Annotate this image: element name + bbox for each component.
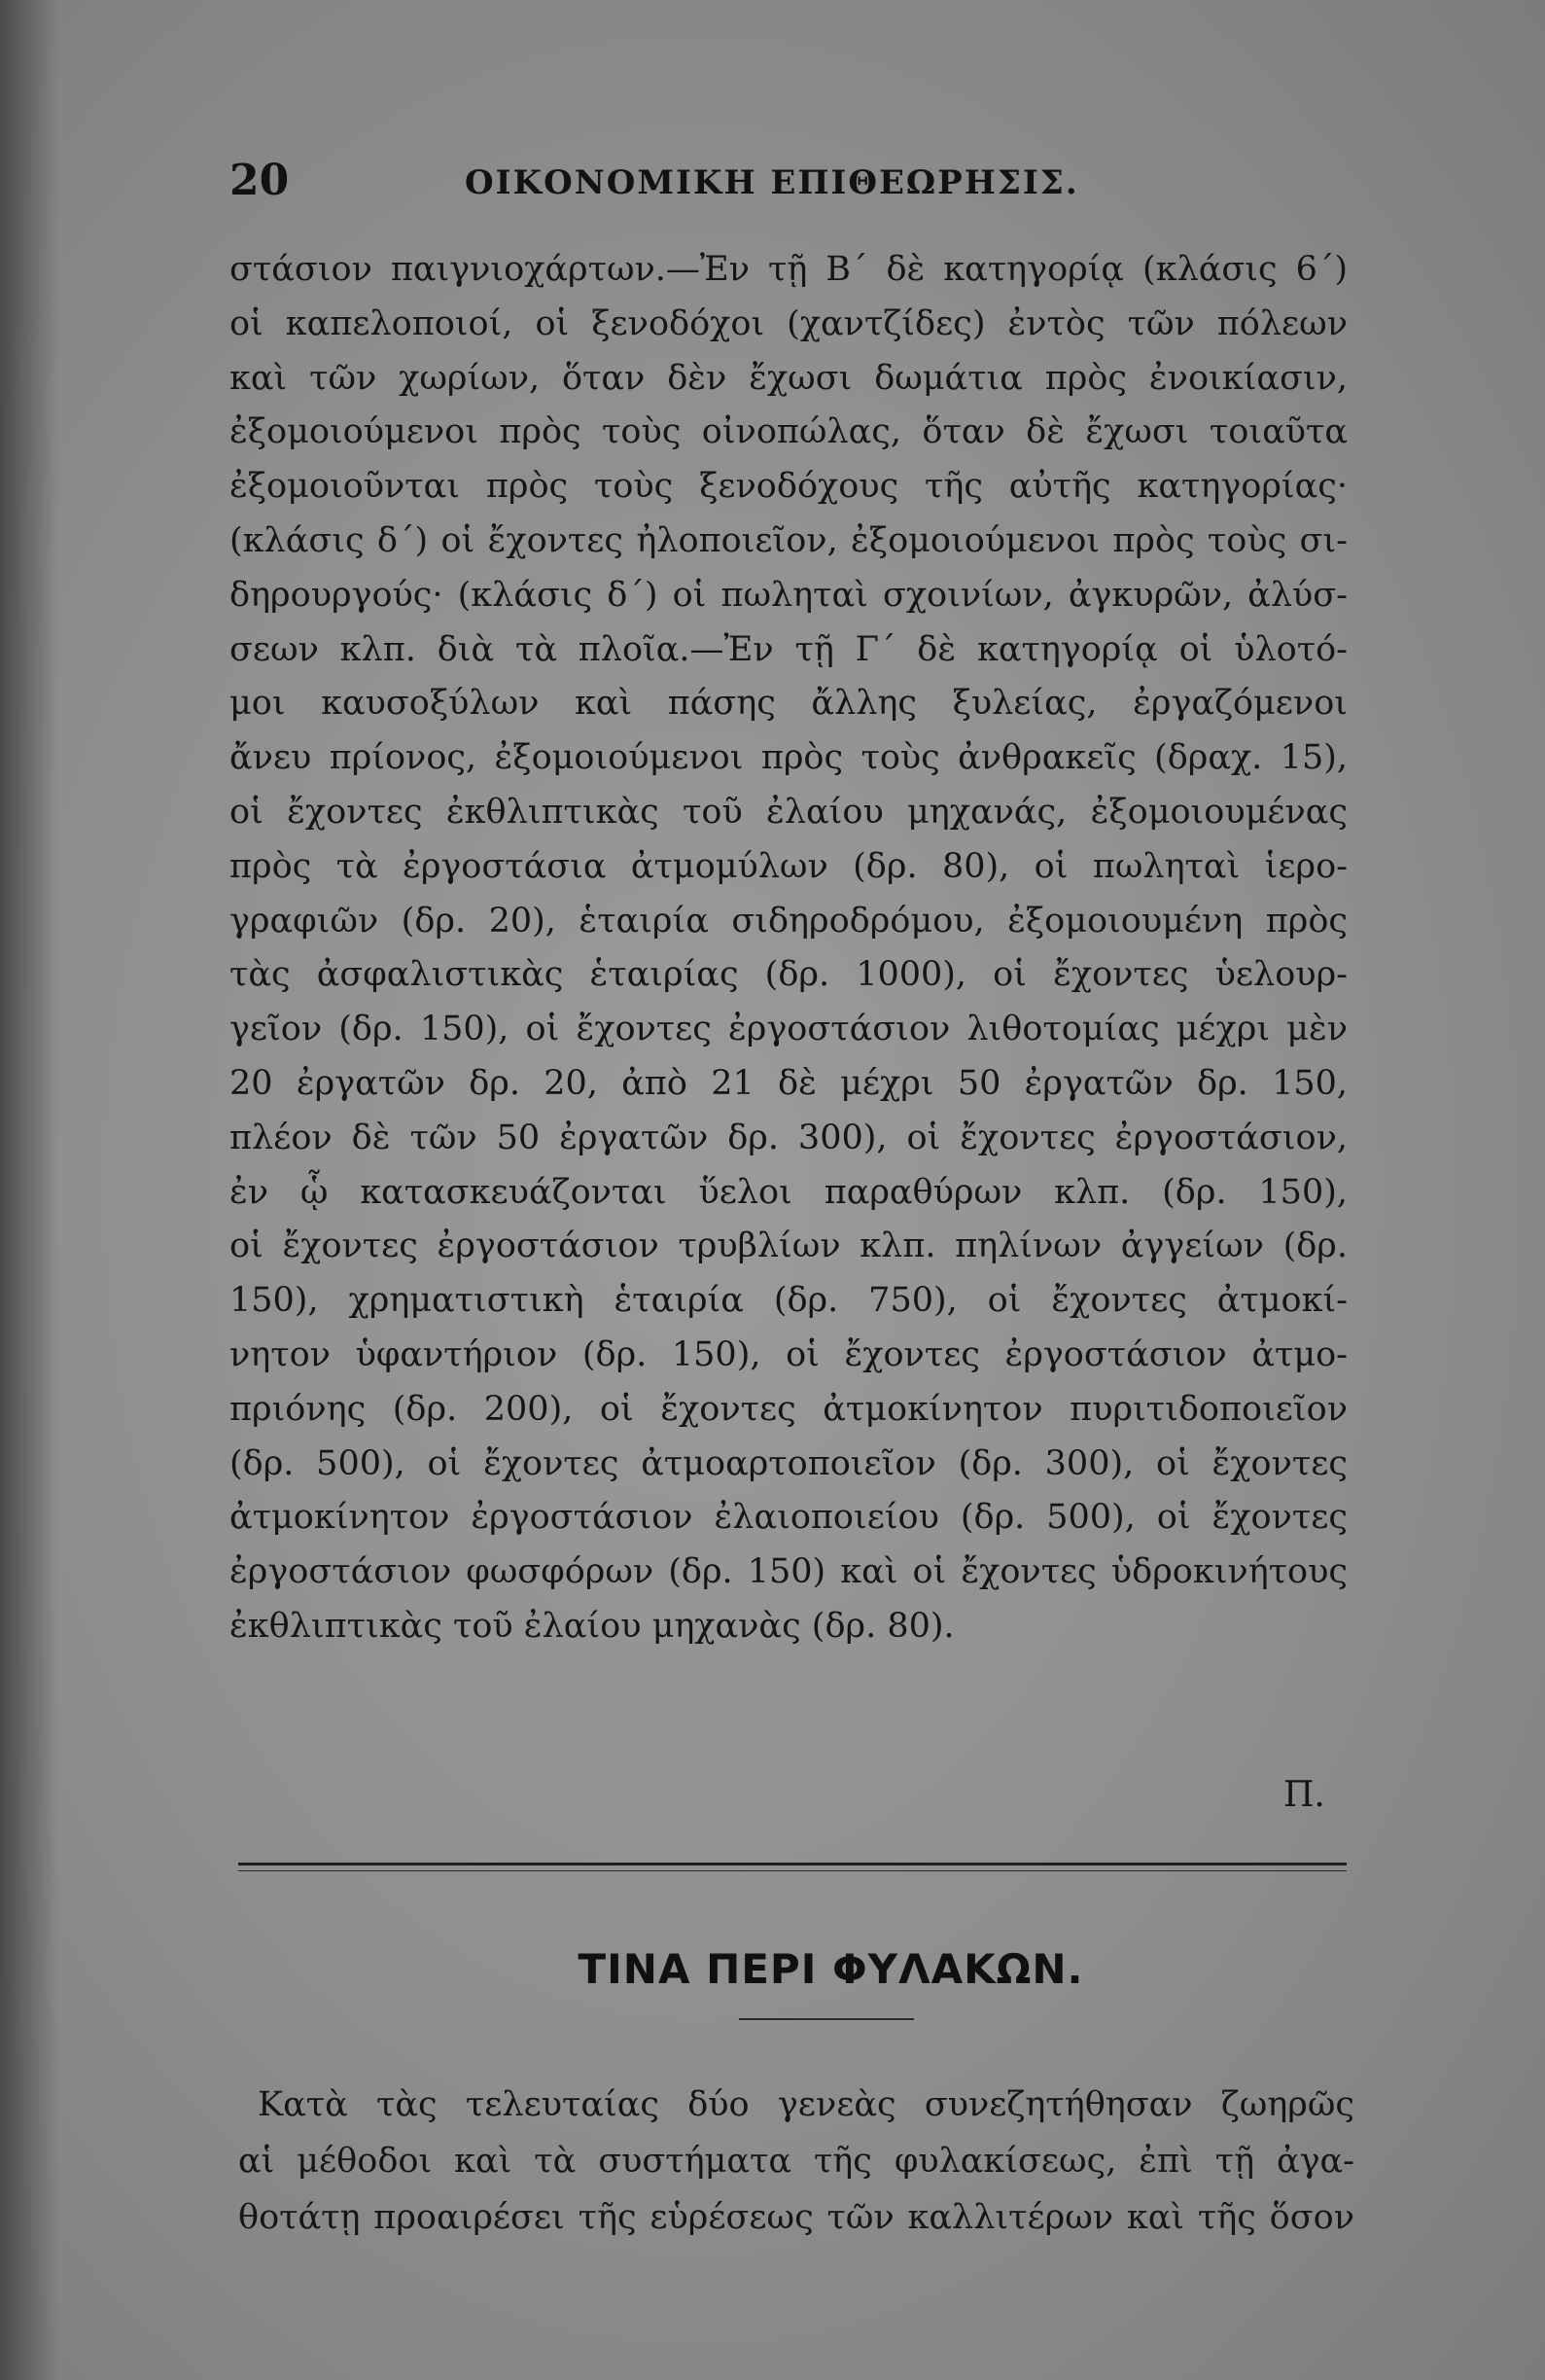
text-line: σεων κλπ. διὰ τὰ πλοῖα.—Ἐν τῇ Γ΄ δὲ κατηγορίᾳ οἱ ὑλοτό- [229,629,1348,669]
text-line: οἱ ἔχοντες ἐργοστάσιον τρυβλίων κλπ. πηλίνων ἀγγείων (δρ. [229,1226,1348,1266]
section-divider-thin [238,1870,1347,1871]
text-line: θοτάτῃ προαιρέσει τῆς εὑρέσεως τῶν καλλιτέρων καὶ τῆς ὅσον [238,2198,1354,2237]
page-shadow-edge [0,0,58,2380]
section-title: ΤΙΝΑ ΠΕΡΙ ΦΥΛΑΚΩΝ. [578,1945,1084,1993]
text-line: (δρ. 500), οἱ ἔχοντες ἀτμοαρτοποιεῖον (δρ. 300), οἱ ἔχοντες [229,1443,1348,1483]
text-line: νητον ὑφαντήριον (δρ. 150), οἱ ἔχοντες ἐργοστάσιον ἀτμο- [229,1334,1348,1374]
text-line: πρὸς τὰ ἐργοστάσια ἀτμομύλων (δρ. 80), οἱ πωληταὶ ἱερο- [229,846,1348,886]
text-line: 20 ἐργατῶν δρ. 20, ἀπὸ 21 δὲ μέχρι 50 ἐργατῶν δρ. 150, [229,1063,1348,1103]
text-line: 150), χρηματιστικὴ ἑταιρία (δρ. 750), οἱ ἔχοντες ἀτμοκί- [229,1281,1348,1321]
text-line: τὰς ἀσφαλιστικὰς ἑταιρίας (δρ. 1000), οἱ ἔχοντες ὑελουρ- [229,955,1348,995]
page-header [224,146,1352,204]
text-line: αἱ μέθοδοι καὶ τὰ συστήματα τῆς φυλακίσεως, ἐπὶ τῇ ἀγα- [238,2142,1354,2181]
text-line: οἱ καπελοποιοί, οἱ ξενοδόχοι (χαντζίδες) ἐντὸς τῶν πόλεων [229,303,1348,343]
text-line: γεῖον (δρ. 150), οἱ ἔχοντες ἐργοστάσιον λιθοτομίας μέχρι μὲν [229,1010,1348,1049]
running-head: ΟΙΚΟΝΟΜΙΚΗ ΕΠΙΘΕΩΡΗΣΙΣ. [465,163,1079,202]
text-line: μοι καυσοξύλων καὶ πάσης ἄλλης ξυλείας, ἐργαζόμενοι [229,684,1348,724]
text-line: καὶ τῶν χωρίων, ὅταν δὲν ἔχωσι δωμάτια πρὸς ἐνοικίασιν, [229,358,1348,398]
title-underline [739,2018,914,2020]
text-line: ἐξομοιοῦνται πρὸς τοὺς ξενοδόχους τῆς αὐτῆς κατηγορίας· [229,467,1348,507]
text-line: δηρουργούς· (κλάσις δ΄) οἱ πωληταὶ σχοινίων, ἀγκυρῶν, ἀλύσ- [229,575,1348,615]
page-number: 20 [229,156,290,205]
text-line: ἐν ᾧ κατασκευάζονται ὕελοι παραθύρων κλπ. (δρ. 150), [229,1172,1348,1212]
text-line: ἀτμοκίνητον ἐργοστάσιον ἐλαιοποιείου (δρ. 500), οἱ ἔχοντες [229,1498,1348,1538]
text-line: οἱ ἔχοντες ἐκθλιπτικὰς τοῦ ἐλαίου μηχανάς, ἐξομοιουμένας [229,792,1348,832]
paragraph-2 [238,2077,1354,2246]
text-line-last: ἐκθλιπτικὰς τοῦ ἐλαίου μηχανὰς (δρ. 80). [229,1606,955,1646]
text-line: γραφιῶν (δρ. 20), ἑταιρία σιδηροδρόμου, ἐξομοιουμένη πρὸς [229,901,1348,941]
section-divider [238,1863,1347,1865]
paragraph-1 [229,243,1348,1654]
text-line: ἐργοστάσιον φωσφόρων (δρ. 150) καὶ οἱ ἔχοντες ὑδροκινήτους [229,1552,1348,1592]
text-line: Κατὰ τὰς τελευταίας δύο γενεὰς συνεζητήθησαν ζωηρῶς [258,2085,1354,2124]
text-line: ἄνευ πρίονος, ἐξομοιούμενοι πρὸς τοὺς ἀνθρακεῖς (δραχ. 15), [229,738,1348,778]
text-line: στάσιον παιγνιοχάρτων.—Ἐν τῇ Β΄ δὲ κατηγορίᾳ (κλάσις 6΄) [229,250,1348,289]
author-signature: Π. [1283,1775,1325,1815]
text-line: πλέον δὲ τῶν 50 ἐργατῶν δρ. 300), οἱ ἔχοντες ἐργοστάσιον, [229,1118,1348,1157]
text-line: πριόνης (δρ. 200), οἱ ἔχοντες ἀτμοκίνητον πυριτιδοποιεῖον [229,1389,1348,1429]
text-line: (κλάσις δ΄) οἱ ἔχοντες ἠλοποιεῖον, ἐξομοιούμενοι πρὸς τοὺς σι- [229,520,1348,560]
text-line: ἐξομοιούμενοι πρὸς τοὺς οἰνοπώλας, ὅταν δὲ ἔχωσι τοιαῦτα [229,412,1348,452]
